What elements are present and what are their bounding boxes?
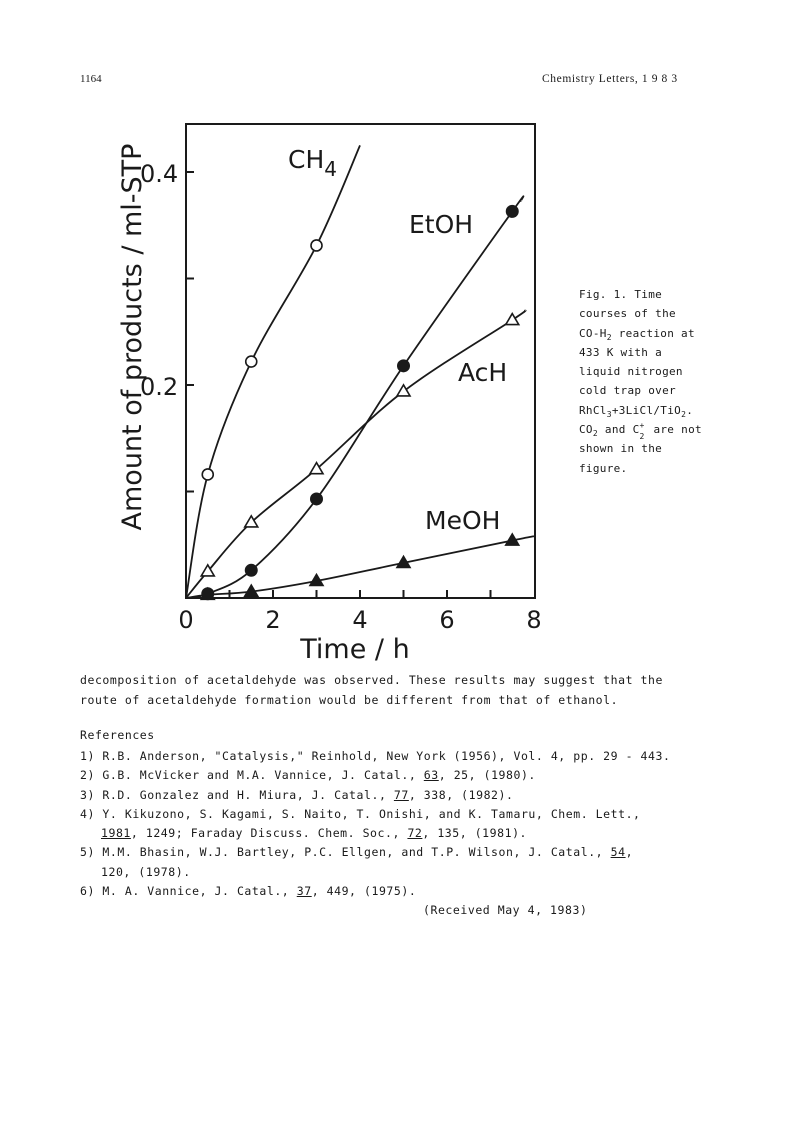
x-tick-label-6: 6 <box>439 606 455 634</box>
data-point-ch4 <box>246 356 257 367</box>
received-date: (Received May 4, 1983) <box>423 903 588 917</box>
y-axis-title: Amount of products / ml-STP <box>117 143 148 531</box>
caption-line: shown in the <box>579 442 663 456</box>
references-list <box>80 747 670 901</box>
reference-5: 5) M.M. Bhasin, W.J. Bartley, P.C. Ellgen, and T.P. Wilson, J. Catal., 54, <box>80 845 634 860</box>
x-tick-label-4: 4 <box>352 606 368 634</box>
series-line-ch4 <box>186 145 360 598</box>
caption-line: Fig. 1. Time <box>579 288 663 301</box>
series-label-meoh: MeOH <box>425 506 501 535</box>
body-paragraph <box>80 671 663 710</box>
data-point-ch4 <box>202 469 213 480</box>
reference-4: 4) Y. Kikuzono, S. Kagami, S. Naito, T. Onishi, and K. Tamaru, Chem. Lett., <box>80 806 641 821</box>
figure-caption <box>579 285 702 478</box>
reference-1: 1) R.B. Anderson, "Catalysis," Reinhold, New York (1956), Vol. 4, pp. 29 - 443. <box>80 749 671 763</box>
reference-2: 2) G.B. McVicker and M.A. Vannice, J. Catal., 63, 25, (1980). <box>80 768 536 783</box>
reference-6: 6) M. A. Vannice, J. Catal., 37, 449, (1975). <box>80 884 417 899</box>
reference-5-continued: 120, (1978). <box>101 864 191 879</box>
series-label-etoh: EtOH <box>409 210 474 239</box>
caption-line: $CO_2$ and C + 2 are not <box>579 421 702 442</box>
x-tick-label-0: 0 <box>178 606 194 634</box>
data-point-etoh <box>506 205 519 218</box>
series-markers <box>201 205 519 600</box>
reference-4-continued: 1981, 1249; Faraday Discuss. Chem. Soc., 72, 135, (1981). <box>101 826 528 841</box>
body-line: route of acetaldehyde formation would be different from that of ethanol. <box>80 692 619 707</box>
y-tick-label-0-2: 0.2 <box>140 373 179 401</box>
data-point-ach <box>506 314 519 325</box>
data-point-etoh <box>397 359 410 372</box>
series-line-ach <box>186 310 526 598</box>
series-line-meoh <box>186 536 534 598</box>
series-label-ach: AcH <box>458 358 508 387</box>
x-axis-title: Time / h <box>300 634 410 665</box>
page-number: 1164 <box>80 73 102 85</box>
caption-line: 433 K with a <box>579 345 663 359</box>
caption-line: cold trap over <box>579 384 676 398</box>
journal-title: Chemistry Letters, 1 9 8 3 <box>542 73 678 85</box>
caption-line: courses of the <box>579 307 676 321</box>
x-tick-label-8: 8 <box>526 606 542 634</box>
data-point-etoh <box>245 564 258 577</box>
x-tick-label-2: 2 <box>265 606 281 634</box>
reference-3: 3) R.D. Gonzalez and H. Miura, J. Catal., 77, 338, (1982). <box>80 787 514 802</box>
data-point-ch4 <box>311 240 322 251</box>
data-point-ach <box>397 385 410 396</box>
body-line: decomposition of acetaldehyde was observed. These results may suggest that the <box>80 673 663 687</box>
y-tick-label-0-4: 0.4 <box>140 160 179 188</box>
references-heading: References <box>80 728 155 742</box>
caption-line: RhCl$_3$+3LiCl/TiO$_2$. <box>579 403 694 419</box>
caption-line: $CO-H_2$ reaction at <box>579 326 695 342</box>
caption-line: figure. <box>579 461 628 475</box>
series-label-ch4: $CH_4$ <box>288 145 337 181</box>
caption-line: liquid nitrogen <box>579 365 683 379</box>
data-point-etoh <box>310 492 323 505</box>
